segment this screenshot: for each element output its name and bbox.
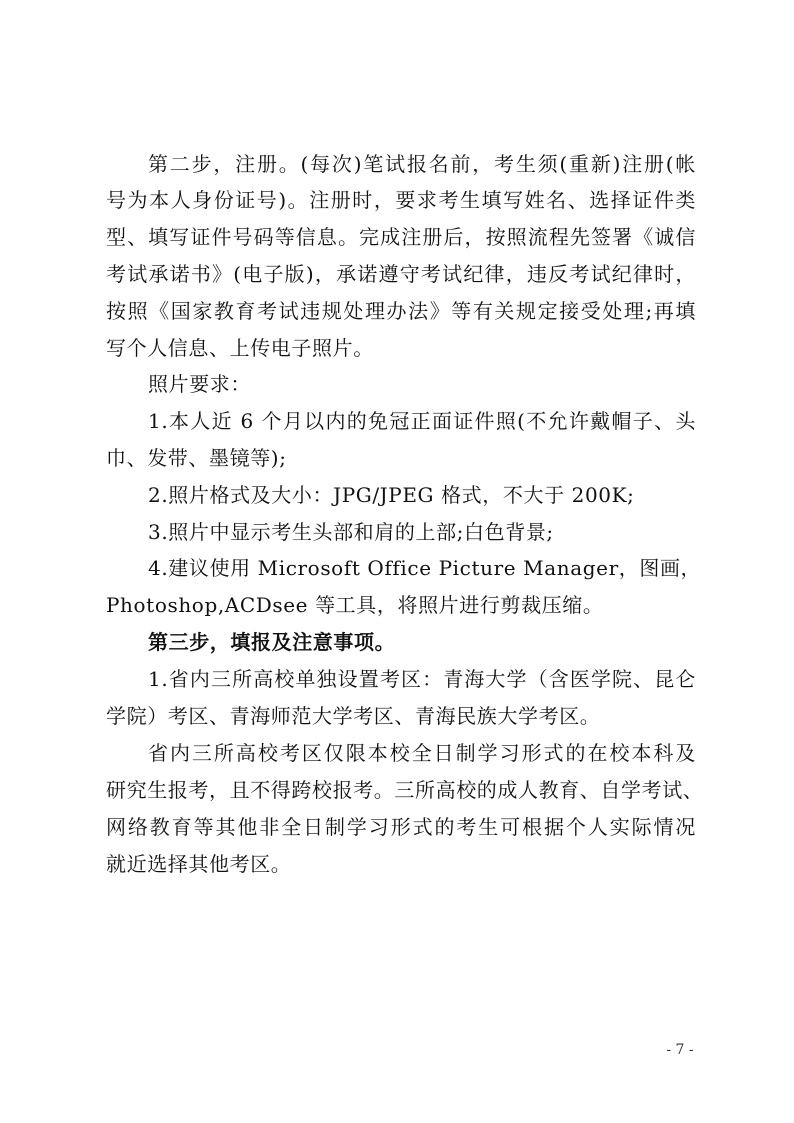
list-item: 2.照片格式及大小：JPG/JPEG 格式，不大于 200K; xyxy=(148,483,635,507)
page-number: - 7 - xyxy=(666,1042,694,1058)
list-item: 1.本人近 6 个月以内的免冠正面证件照(不允许戴帽子、头 xyxy=(148,409,696,433)
list-item: 4.建议使用 Microsoft Office Picture Manager，图画， xyxy=(148,556,702,580)
paragraph-line: 网络教育等其他非全日制学习形式的考生可根据个人实际情况 xyxy=(106,815,696,839)
paragraph-line: 考试承诺书》(电子版)，承诺遵守考试纪律，违反考试纪律时， xyxy=(106,262,696,286)
paragraph-line: 第二步，注册。(每次)笔试报名前，考生须(重新)注册(帐 xyxy=(148,152,696,176)
paragraph-line: 省内三所高校考区仅限本校全日制学习形式的在校本科及 xyxy=(148,741,696,765)
paragraph-line: 按照《国家教育考试违规处理办法》等有关规定接受处理;再填 xyxy=(106,299,696,323)
list-item-continuation: Photoshop,ACDsee 等工具，将照片进行剪裁压缩。 xyxy=(106,593,604,617)
list-item-continuation: 巾、发带、墨镜等); xyxy=(106,446,287,470)
paragraph-line: 写个人信息、上传电子照片。 xyxy=(106,336,374,360)
list-item-continuation: 学院）考区、青海师范大学考区、青海民族大学考区。 xyxy=(106,704,601,728)
paragraph-line: 型、填写证件号码等信息。完成注册后，按照流程先签署《诚信 xyxy=(106,225,696,249)
section-heading: 第三步，填报及注意事项。 xyxy=(148,630,396,654)
list-item: 1.省内三所高校单独设置考区：青海大学（含医学院、昆仑 xyxy=(148,667,696,691)
paragraph-line: 号为本人身份证号)。注册时，要求考生填写姓名、选择证件类 xyxy=(106,188,696,212)
photo-requirements-heading: 照片要求： xyxy=(148,372,251,396)
paragraph-line: 就近选择其他考区。 xyxy=(106,852,292,876)
list-item: 3.照片中显示考生头部和肩的上部;白色背景; xyxy=(148,520,554,544)
paragraph-line: 研究生报考，且不得跨校报考。三所高校的成人教育、自学考试、 xyxy=(106,778,704,802)
